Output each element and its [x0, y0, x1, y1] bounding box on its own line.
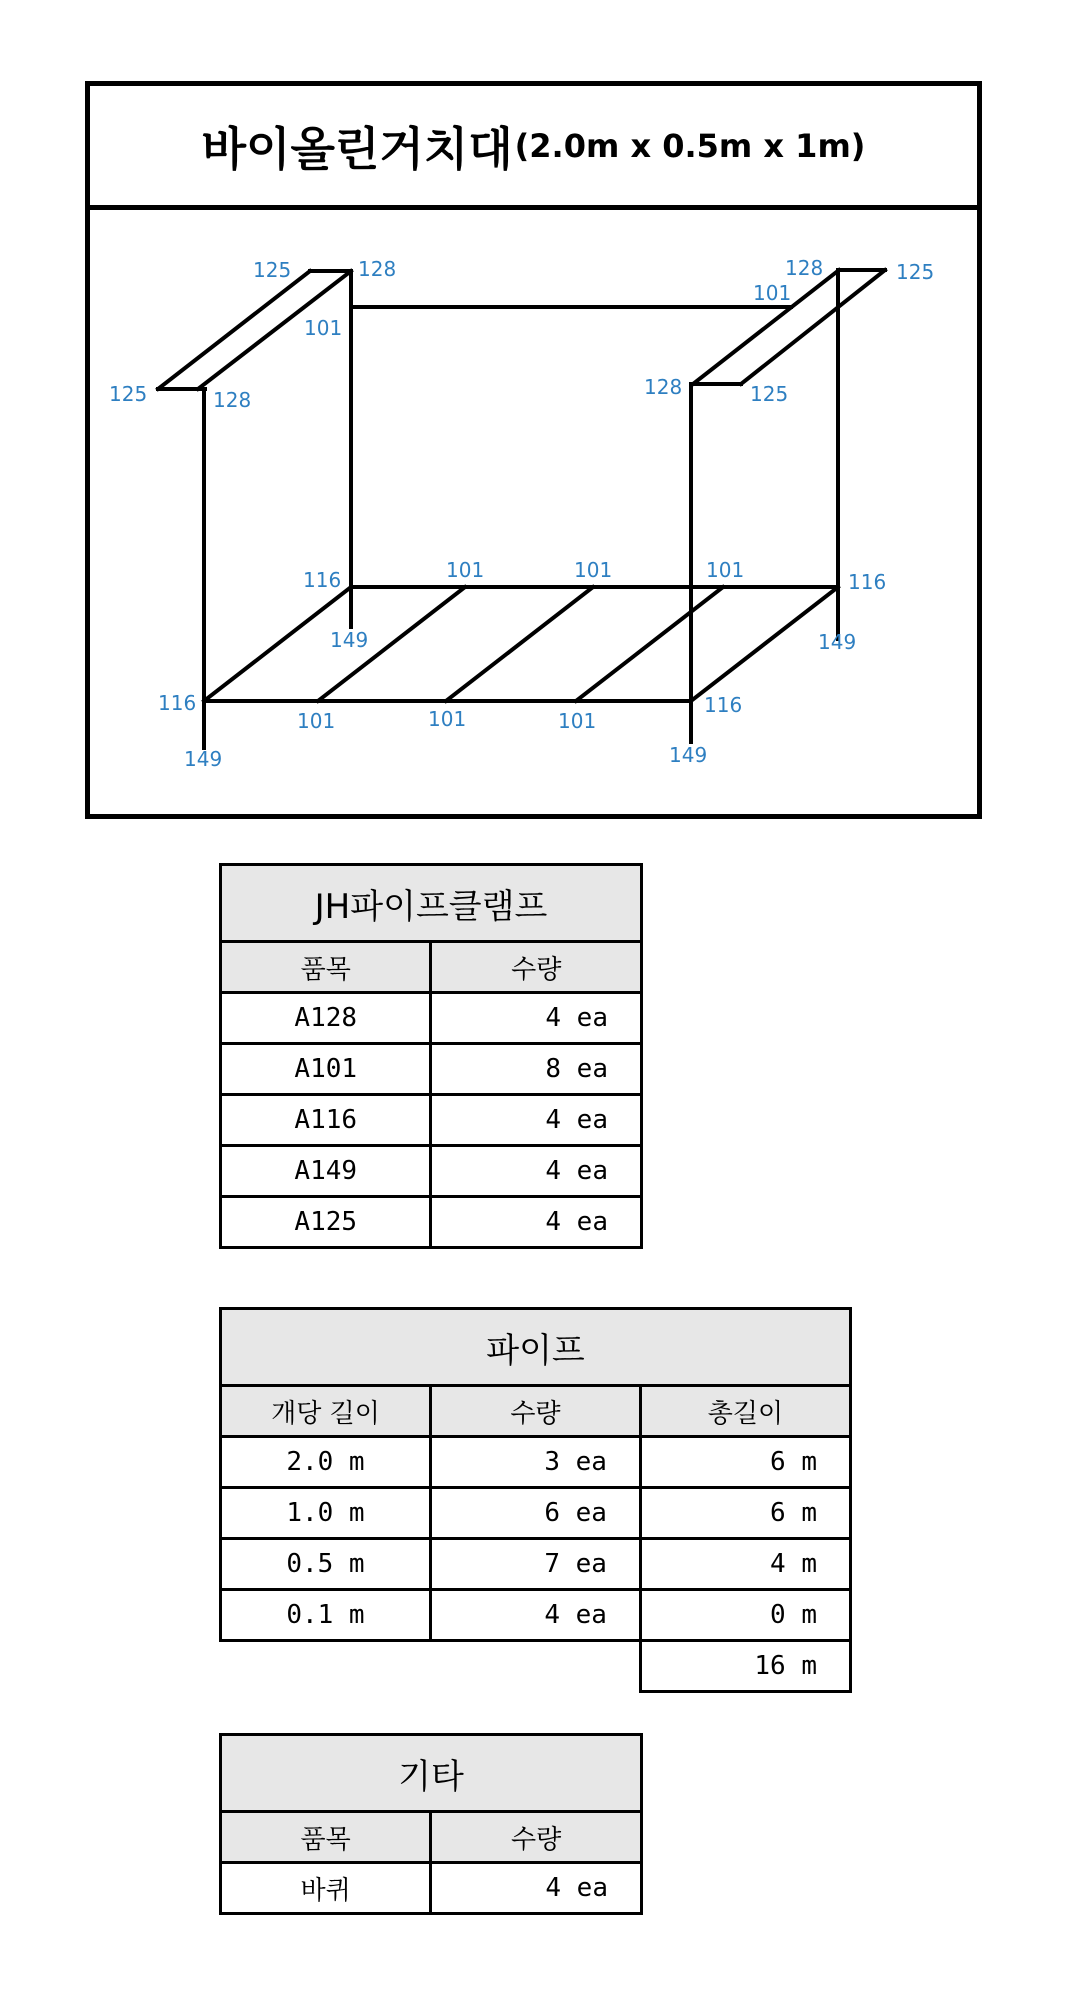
table-cell: A149 [221, 1146, 431, 1197]
clamp-label: 116 [848, 570, 887, 594]
diagram-dimensions: (2.0m x 0.5m x 1m) [514, 126, 866, 165]
clamp-label: 101 [446, 558, 485, 582]
table-cell: 4 ea [430, 1590, 640, 1641]
table-cell: A125 [221, 1197, 431, 1248]
table-row [221, 1488, 851, 1539]
frame-line [158, 271, 310, 389]
clamp-label: 101 [558, 709, 597, 733]
table-cell: 4 ea [431, 1146, 642, 1197]
table-cell: 8 ea [431, 1044, 642, 1095]
clamp-label: 101 [297, 709, 336, 733]
table-cell: 4 ea [431, 1095, 642, 1146]
frame-line [204, 587, 351, 701]
table-row [221, 1437, 851, 1488]
etc-table-header: 품목 [221, 1812, 431, 1863]
table-cell: 3 ea [430, 1437, 640, 1488]
clamp-table [219, 863, 643, 1249]
clamp-label: 125 [109, 382, 148, 406]
table-row [221, 1197, 642, 1248]
table-cell: 0.1 m [221, 1590, 431, 1641]
clamp-label: 149 [669, 743, 708, 767]
clamp-label: 128 [644, 375, 683, 399]
clamp-label: 149 [330, 628, 369, 652]
frame-lines [158, 270, 885, 748]
pipe-table-header: 총길이 [640, 1386, 850, 1437]
clamp-label: 149 [818, 630, 857, 654]
pipe-table-caption: 파이프 [221, 1309, 851, 1386]
clamp-label: 128 [213, 388, 252, 412]
pipe-table-header: 개당 길이 [221, 1386, 431, 1437]
etc-table-header: 수량 [431, 1812, 642, 1863]
clamp-table-caption: JH파이프클램프 [221, 865, 642, 942]
table-cell: 2.0 m [221, 1437, 431, 1488]
clamp-label: 101 [753, 281, 792, 305]
pipe-total-length: 16 m [640, 1641, 850, 1692]
table-cell: 4 ea [431, 993, 642, 1044]
table-cell: 0 m [640, 1590, 850, 1641]
table-row [221, 1146, 642, 1197]
pipe-table-header: 수량 [430, 1386, 640, 1437]
table-cell: 4 m [640, 1539, 850, 1590]
clamp-label: 101 [304, 316, 343, 340]
table-cell: 4 ea [431, 1863, 642, 1914]
clamp-label: 101 [428, 707, 467, 731]
table-row [221, 1863, 642, 1914]
table-row [221, 1590, 851, 1641]
frame-line [446, 587, 593, 701]
clamp-label: 128 [358, 257, 397, 281]
clamp-label: 149 [184, 747, 223, 771]
table-cell: 7 ea [430, 1539, 640, 1590]
table-cell: 1.0 m [221, 1488, 431, 1539]
table-row [221, 993, 642, 1044]
etc-table-caption: 기타 [221, 1735, 642, 1812]
table-total-row [221, 1641, 851, 1692]
clamp-label: 101 [706, 558, 745, 582]
table-cell: 4 ea [431, 1197, 642, 1248]
table-cell: A128 [221, 993, 431, 1044]
clamp-label: 125 [253, 258, 292, 282]
clamp-label: 116 [158, 691, 197, 715]
frame-line [576, 587, 723, 701]
table-cell: A101 [221, 1044, 431, 1095]
clamp-label: 116 [704, 693, 743, 717]
table-cell: 6 m [640, 1488, 850, 1539]
table-cell: 6 m [640, 1437, 850, 1488]
clamp-label: 128 [785, 256, 824, 280]
clamp-table-header: 품목 [221, 942, 431, 993]
rack-frame-drawing [0, 0, 1070, 830]
clamp-label: 125 [750, 382, 789, 406]
etc-table [219, 1733, 643, 1915]
table-cell: 0.5 m [221, 1539, 431, 1590]
clamp-label: 125 [896, 260, 935, 284]
table-cell: 바퀴 [221, 1863, 431, 1914]
pipe-table [219, 1307, 852, 1693]
table-cell: 6 ea [430, 1488, 640, 1539]
table-row [221, 1044, 642, 1095]
diagram-title: 바이올린거치대 [201, 121, 513, 176]
frame-line [691, 587, 838, 701]
table-row [221, 1539, 851, 1590]
table-row [221, 1095, 642, 1146]
clamp-label: 116 [303, 568, 342, 592]
table-cell: A116 [221, 1095, 431, 1146]
clamp-table-header: 수량 [431, 942, 642, 993]
clamp-label: 101 [574, 558, 613, 582]
